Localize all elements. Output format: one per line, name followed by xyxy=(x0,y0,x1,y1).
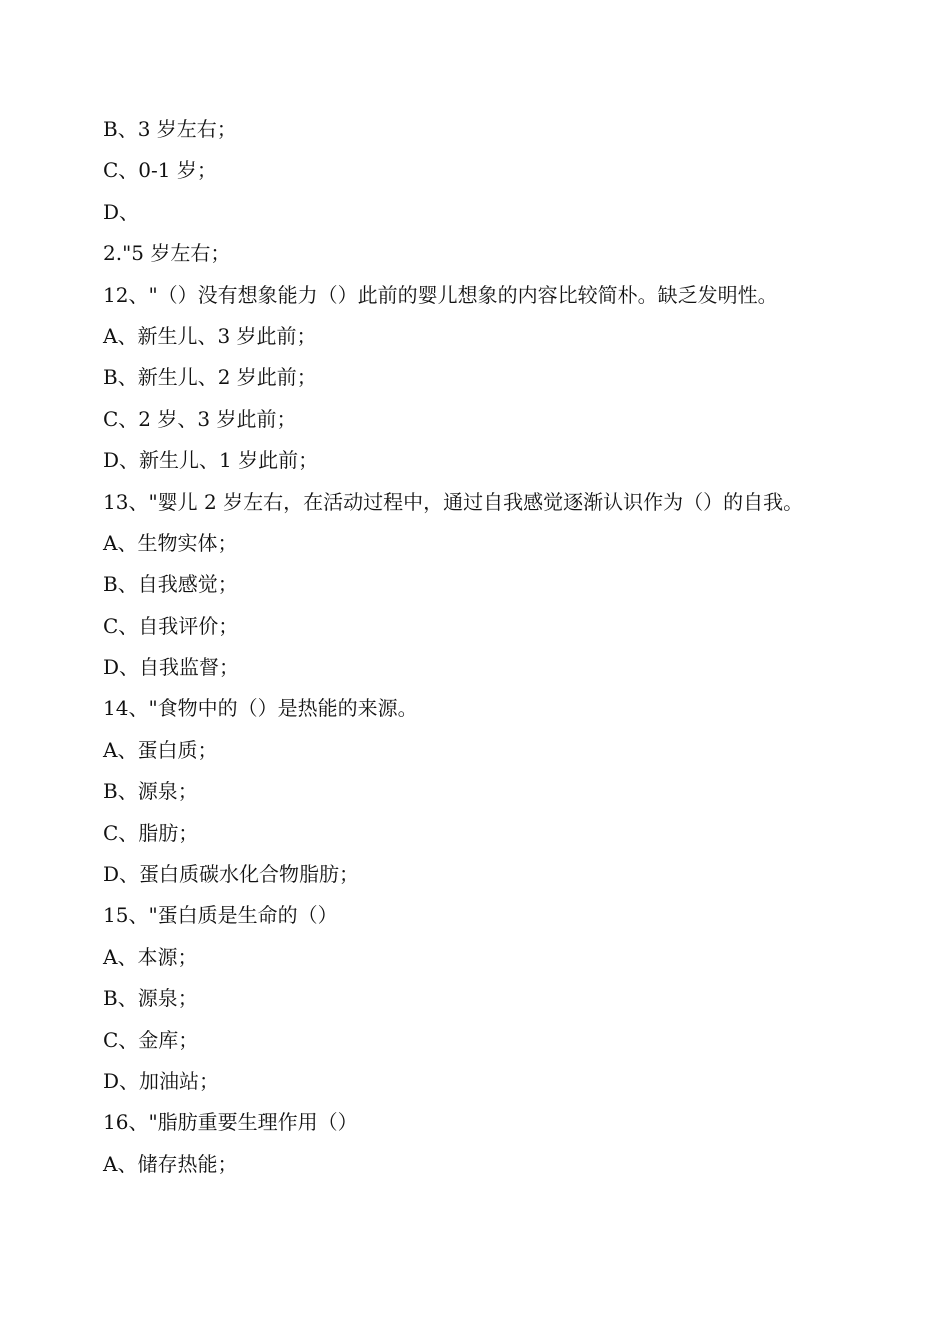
option-line: A、生物实体； xyxy=(103,530,238,555)
option-line: A、本源； xyxy=(103,944,198,969)
option-line: 2."5 岁左右； xyxy=(103,241,231,266)
option-line: D、新生儿、1 岁此前； xyxy=(103,448,319,473)
option-line: B、自我感觉； xyxy=(103,572,238,597)
option-line: B、源泉； xyxy=(103,986,198,1011)
question-line: 16、"脂肪重要生理作用（） xyxy=(103,1110,358,1135)
question-line: 15、"蛋白质是生命的（） xyxy=(103,903,338,928)
option-line: C、0-1 岁； xyxy=(103,158,217,183)
question-line: 13、"婴儿 2 岁左右，在活动过程中，通过自我感觉逐渐认识作为（）的自我。 xyxy=(103,489,804,514)
option-line: C、自我评价； xyxy=(103,613,239,638)
question-line: 12、"（）没有想象能力（）此前的婴儿想象的内容比较简朴。缺乏发明性。 xyxy=(103,282,778,307)
option-line: B、新生儿、2 岁此前； xyxy=(103,365,317,390)
option-line: C、脂肪； xyxy=(103,820,199,845)
option-line: D、加油站； xyxy=(103,1068,220,1093)
option-line: A、储存热能； xyxy=(103,1151,238,1176)
option-line: C、金库； xyxy=(103,1027,199,1052)
option-line: B、3 岁左右； xyxy=(103,117,237,141)
question-line: 14、"食物中的（）是热能的来源。 xyxy=(103,696,418,721)
option-line: C、2 岁、3 岁此前； xyxy=(103,406,297,431)
option-line: D、蛋白质碳水化合物脂肪； xyxy=(103,862,360,887)
option-line: B、源泉； xyxy=(103,779,198,804)
option-line: A、新生儿、3 岁此前； xyxy=(103,323,317,348)
option-line: A、蛋白质； xyxy=(103,737,218,762)
option-line: D、自我监督； xyxy=(103,655,240,680)
option-line: D、 xyxy=(103,199,140,224)
question-list xyxy=(88,113,848,1189)
